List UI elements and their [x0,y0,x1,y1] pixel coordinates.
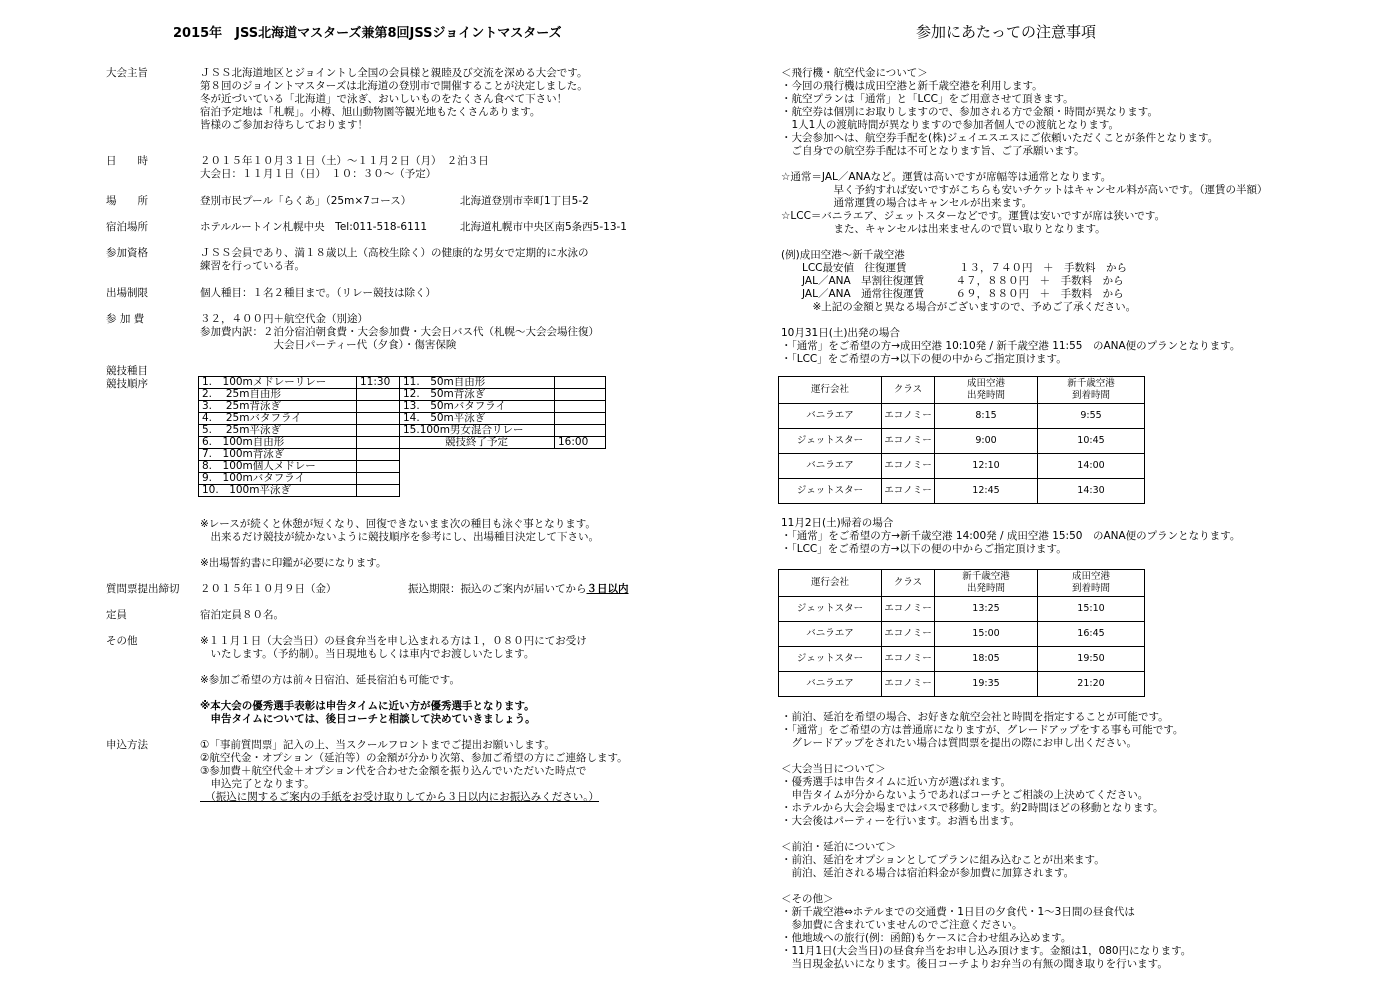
event-cell: 4. 25mバタフライ [199,413,357,425]
table-row [779,597,1145,622]
arrival-cell: 14:30 [1038,479,1145,504]
event-time-cell [357,449,400,461]
company-cell: ジェットスター [779,597,882,622]
table-row [779,622,1145,647]
class-cell: エコノミー [882,429,935,454]
event-cell: 5. 25m平泳ぎ [199,425,357,437]
table-row [779,404,1145,429]
event-time-cell [357,437,400,449]
col-class: クラス [882,377,935,404]
capacity-label: 定員 [106,609,127,621]
fee-text: ３２，４００円＋航空代金（別途） 参加費内訳：２泊分宿泊朝食費・大会参加費・大会日バス代（札幌～大会会場往復） 大会日パーティー代（夕食）・傷害保険 [200,313,599,351]
event-cell: 9. 100mバタフライ [199,473,357,485]
payment-deadline-emphasis: ３日以内 [586,583,629,595]
event-time-cell [555,425,606,437]
purpose-label: 大会主旨 [106,67,148,79]
col-departure: 新千歳空港 出発時間 [935,570,1038,597]
arrival-cell: 10:45 [1038,429,1145,454]
departure-cell: 12:45 [935,479,1038,504]
class-cell: エコノミー [882,622,935,647]
table-row [199,473,606,485]
apply-label: 申込方法 [106,739,148,751]
departure-cell: 15:00 [935,622,1038,647]
event-cell: 3. 25m背泳ぎ [199,401,357,413]
company-cell: ジェットスター [779,479,882,504]
limit-label: 出場制限 [106,287,148,299]
blank-cell [555,461,606,473]
arrival-cell: 16:45 [1038,622,1145,647]
company-cell: ジェットスター [779,429,882,454]
eligibility-label: 参加資格 [106,247,148,259]
table-row [199,449,606,461]
event-cell: 13. 50mバタフライ [400,401,555,413]
col-company: 運行会社 [779,570,882,597]
payment-deadline: 振込期限：振込のご案内が届いてから３日以内 [408,583,629,595]
date-label: 日 時 [106,155,148,167]
events-label: 競技種目 競技順序 [106,365,148,390]
table-row [199,485,606,497]
table-row [779,429,1145,454]
venue-name: 登別市民プール「らくあ」（25m×7コース） [200,195,412,207]
table-header [779,377,1145,404]
class-cell: エコノミー [882,647,935,672]
apply-text: ①「事前質問票」記入の上、当スクールフロントまでご提出お願いします。 ②航空代金・オプション（延泊等）の金額が分かり次第、参加ご希望の方にご連絡します。 ③参加費＋航空代金＋オプション代を合わせた金額を振り込んでいただいた時点で 申込完了となります。 （振込に関するご案内の手紙をお受け取りしてから３日以内にお振込みください。） [200,739,628,803]
purpose-text: ＪＳＳ北海道地区とジョイントし全国の会員様と親睦及び交流を深める大会です。 第８回のジョイントマスターズは北海道の登別市で開催することが決定しました。 冬が近づいている「北海道」で泳ぎ、おいしいものをたくさん食べて下さい！ 宿泊予定地は「札幌」。小樽、旭山動物園等観光地もたくさんあります。 皆様のご参加お待ちしております！ [200,67,588,131]
arrival-cell: 14:00 [1038,454,1145,479]
departure-cell: 12:10 [935,454,1038,479]
class-cell: エコノミー [882,404,935,429]
event-cell: 1. 100mメドレーリレー [199,377,357,389]
events-table [198,376,606,497]
page-title: 2015年 JSS北海道マスターズ兼第8回JSSジョイントマスターズ [173,26,562,41]
table-row [779,672,1145,697]
event-time-cell [357,401,400,413]
table-row [199,413,606,425]
table-row [199,437,606,449]
hotel-name: ホテルルートイン札幌中央 Tel:011-518-6111 [200,221,428,233]
arrival-cell: 9:55 [1038,404,1145,429]
table-header [779,570,1145,597]
event-cell: 11. 50m自由形 [400,377,555,389]
departure-cell: 19:35 [935,672,1038,697]
event-cell: 8. 100m個人メドレー [199,461,357,473]
event-cell: 2. 25m自由形 [199,389,357,401]
departure-cell: 8:15 [935,404,1038,429]
col-departure: 成田空港 出発時間 [935,377,1038,404]
event-cell: 10. 100m平泳ぎ [199,485,357,497]
event-cell: 7. 100m背泳ぎ [199,449,357,461]
event-cell: 15.100m男女混合リレー [400,425,555,437]
return-flights-table [778,569,1145,697]
blank-cell [400,461,555,473]
award-note: 申告タイムについては、後日コーチと相談して決めていきましょう。 [200,713,536,725]
other-text: ※１１月１日（大会当日）の昼食弁当を申し込まれる方は１，０８０円にてお受け いたします。（予約制）。当日現地もしくは車内でお渡しいたします。 ※参加ご希望の方は前々日宿泊、延長宿泊も可能です。 ※本大会の優秀選手表彰は申告タイムに近い方が優秀選手となります。 申告タイムについては、後日コーチと相談して決めていきましょう。 [200,635,587,725]
blank-cell [555,473,606,485]
event-time-cell [555,413,606,425]
hotel-address: 北海道札幌市中央区南5条西5-13-1 [460,221,627,233]
hotel-label: 宿泊場所 [106,221,148,233]
limit-text: 個人種目：１名２種目まで。（リレー競技は除く） [200,287,437,299]
outbound-flights-table [778,376,1145,504]
blank-cell [400,449,555,461]
table-row [199,389,606,401]
event-time-cell [357,413,400,425]
event-time-cell [357,425,400,437]
blank-cell [555,485,606,497]
class-cell: エコノミー [882,597,935,622]
event-time-cell [555,401,606,413]
col-class: クラス [882,570,935,597]
event-cell: 12. 50m背泳ぎ [400,389,555,401]
flight-info: ＜飛行機・航空代金について＞ ・今回の飛行機は成田空港と新千歳空港を利用します。 ・航空プランは「通常」と「LCC」をご用意させて頂きます。 ・航空券は個別にお取りしますので、参加される方で金額・時間が異なります。 1人1人の渡航時間が異なりますので参加者個人での渡航となります。 ・大会参加へは、航空券手配を(株)ジェイエスエスにご依頼いただくことが条件となります。 ご自身での航空券手配は不可となります旨、ご了承願います。 ☆通常＝JAL／ANAなど。運賃は高いですが席幅等は通常となります。 早く予約すれば安いですがこちらも安いチケットはキャンセル料が高いです。（運賃の半額） 通常運賃の場合はキャンセルが出来ます。 ☆LCC＝バニラエア、ジェットスターなどです。運賃は安いですが席は狭いです。 また、キャンセルは出来ませんので買い取りとなります。 (例)成田空港～新千歳空港 LCC最安値 往復運賃 １３，７４０円 ＋ 手数料 から JAL／ANA 早割往復運賃 ４７，８８０円 ＋ 手数料 から JAL／ANA 通常往復運賃 ６９，８８０円 ＋ 手数料 から ※上記の金額と異なる場合がございますので、予めご了承ください。 10月31日(土)出発の場合 ・「通常」をご希望の方→成田空港 10:10発 / 新千歳空港 11:55 のANA便のプランとなります。 ・「LCC」をご希望の方→以下の便の中からご指定頂けます。 [781,67,1268,365]
bottom-notes: ・前泊、延泊を希望の場合、お好きな航空会社と時間を指定することが可能です。 ・「通常」をご希望の方は普通席になりますが、グレードアップをする事も可能です。 グレードアップをされたい場合は質問票を提出の際にお申し出ください。 ＜大会当日について＞ ・優秀選手は申告タイムに近い方が選ばれます。 申告タイムが分からないようであればコーチとご相談の上決めてください。 ・ホテルから大会会場まではバスで移動します。約2時間ほどの移動となります。 ・大会後はパーティーを行います。お酒も出ます。 ＜前泊・延泊について＞ ・前泊、延泊をオプションとしてプランに組み込むことが出来ます。 前泊、延泊される場合は宿泊料金が参加費に加算されます。 ＜その他＞ ・新千歳空港⇔ホテルまでの交通費・1日目の夕食代・1～3日間の昼食代は 参加費に含まれていませんのでご注意ください。 ・他地域への旅行(例：函館)もケースに合わせ組み込めます。 ・11月1日(大会当日)の昼食弁当をお申し込み頂けます。金額は1，080円になります。 当日現金払いになります。後日コーチよりお弁当の有無の聞き取りを行います。 [781,711,1192,970]
table-row [779,647,1145,672]
fee-label: 参 加 費 [106,313,145,325]
company-cell: ジェットスター [779,647,882,672]
class-cell: エコノミー [882,672,935,697]
event-cell: 競技終了予定 [400,437,555,449]
company-cell: バニラエア [779,454,882,479]
date-text: ２０１５年１０月３１日（土）～１１月２日（月） ２泊３日 大会日：１１月１日（日） １０：３０～（予定） [200,155,489,180]
event-cell: 6. 100m自由形 [199,437,357,449]
deadline-label: 質問票提出締切 [106,583,180,595]
event-time-cell [555,377,606,389]
table-row [779,454,1145,479]
event-time-cell: 16:00 [555,437,606,449]
event-time-cell [357,485,400,497]
other-label: その他 [106,635,138,647]
departure-cell: 18:05 [935,647,1038,672]
table-row [199,461,606,473]
event-time-cell: 11:30 [357,377,400,389]
table-row [779,479,1145,504]
arrival-cell: 15:10 [1038,597,1145,622]
venue-label: 場 所 [106,195,148,207]
event-time-cell [357,473,400,485]
capacity-text: 宿泊定員８０名。 [200,609,284,621]
event-time-cell [555,389,606,401]
blank-cell [400,473,555,485]
class-cell: エコノミー [882,454,935,479]
table-row [199,425,606,437]
col-arrival: 新千歳空港 到着時間 [1038,377,1145,404]
col-company: 運行会社 [779,377,882,404]
departure-cell: 13:25 [935,597,1038,622]
notes-title: 参加にあたっての注意事項 [916,23,1097,41]
blank-cell [555,449,606,461]
company-cell: バニラエア [779,622,882,647]
deadline-date: ２０１５年１０月９日（金） [200,583,337,595]
eligibility-text: ＪＳＳ会員であり、満１８歳以上（高校生除く）の健康的な男女で定期的に水泳の 練習を行っている者。 [200,247,589,272]
event-time-cell [357,461,400,473]
departure-cell: 9:00 [935,429,1038,454]
table-row [199,401,606,413]
return-info: 11月2日(土)帰着の場合 ・「通常」をご希望の方→新千歳空港 14:00発 / 成田空港 15:50 のANA便のプランとなります。 ・「LCC」をご希望の方→以下の便の中からご指定頂けます。 [781,517,1241,555]
arrival-cell: 19:50 [1038,647,1145,672]
company-cell: バニラエア [779,404,882,429]
award-note: ※本大会の優秀選手表彰は申告タイムに近い方が優秀選手となります。 [200,700,535,712]
blank-cell [400,485,555,497]
event-time-cell [357,389,400,401]
events-notes: ※レースが続くと休憩が短くなり、回復できないまま次の種目も泳ぐ事となります。 出来るだけ競技が続かないように競技順序を参考にし、出場種目決定して下さい。 ※出場誓約書に印鑑が必要になります。 [200,518,599,569]
class-cell: エコノミー [882,479,935,504]
table-row [199,377,606,389]
arrival-cell: 21:20 [1038,672,1145,697]
company-cell: バニラエア [779,672,882,697]
apply-transfer-note: （振込に関するご案内の手紙をお受け取りしてから３日以内にお振込みください。） [200,791,599,803]
venue-address: 北海道登別市幸町1丁目5-2 [460,195,589,207]
col-arrival: 成田空港 到着時間 [1038,570,1145,597]
event-cell: 14. 50m平泳ぎ [400,413,555,425]
